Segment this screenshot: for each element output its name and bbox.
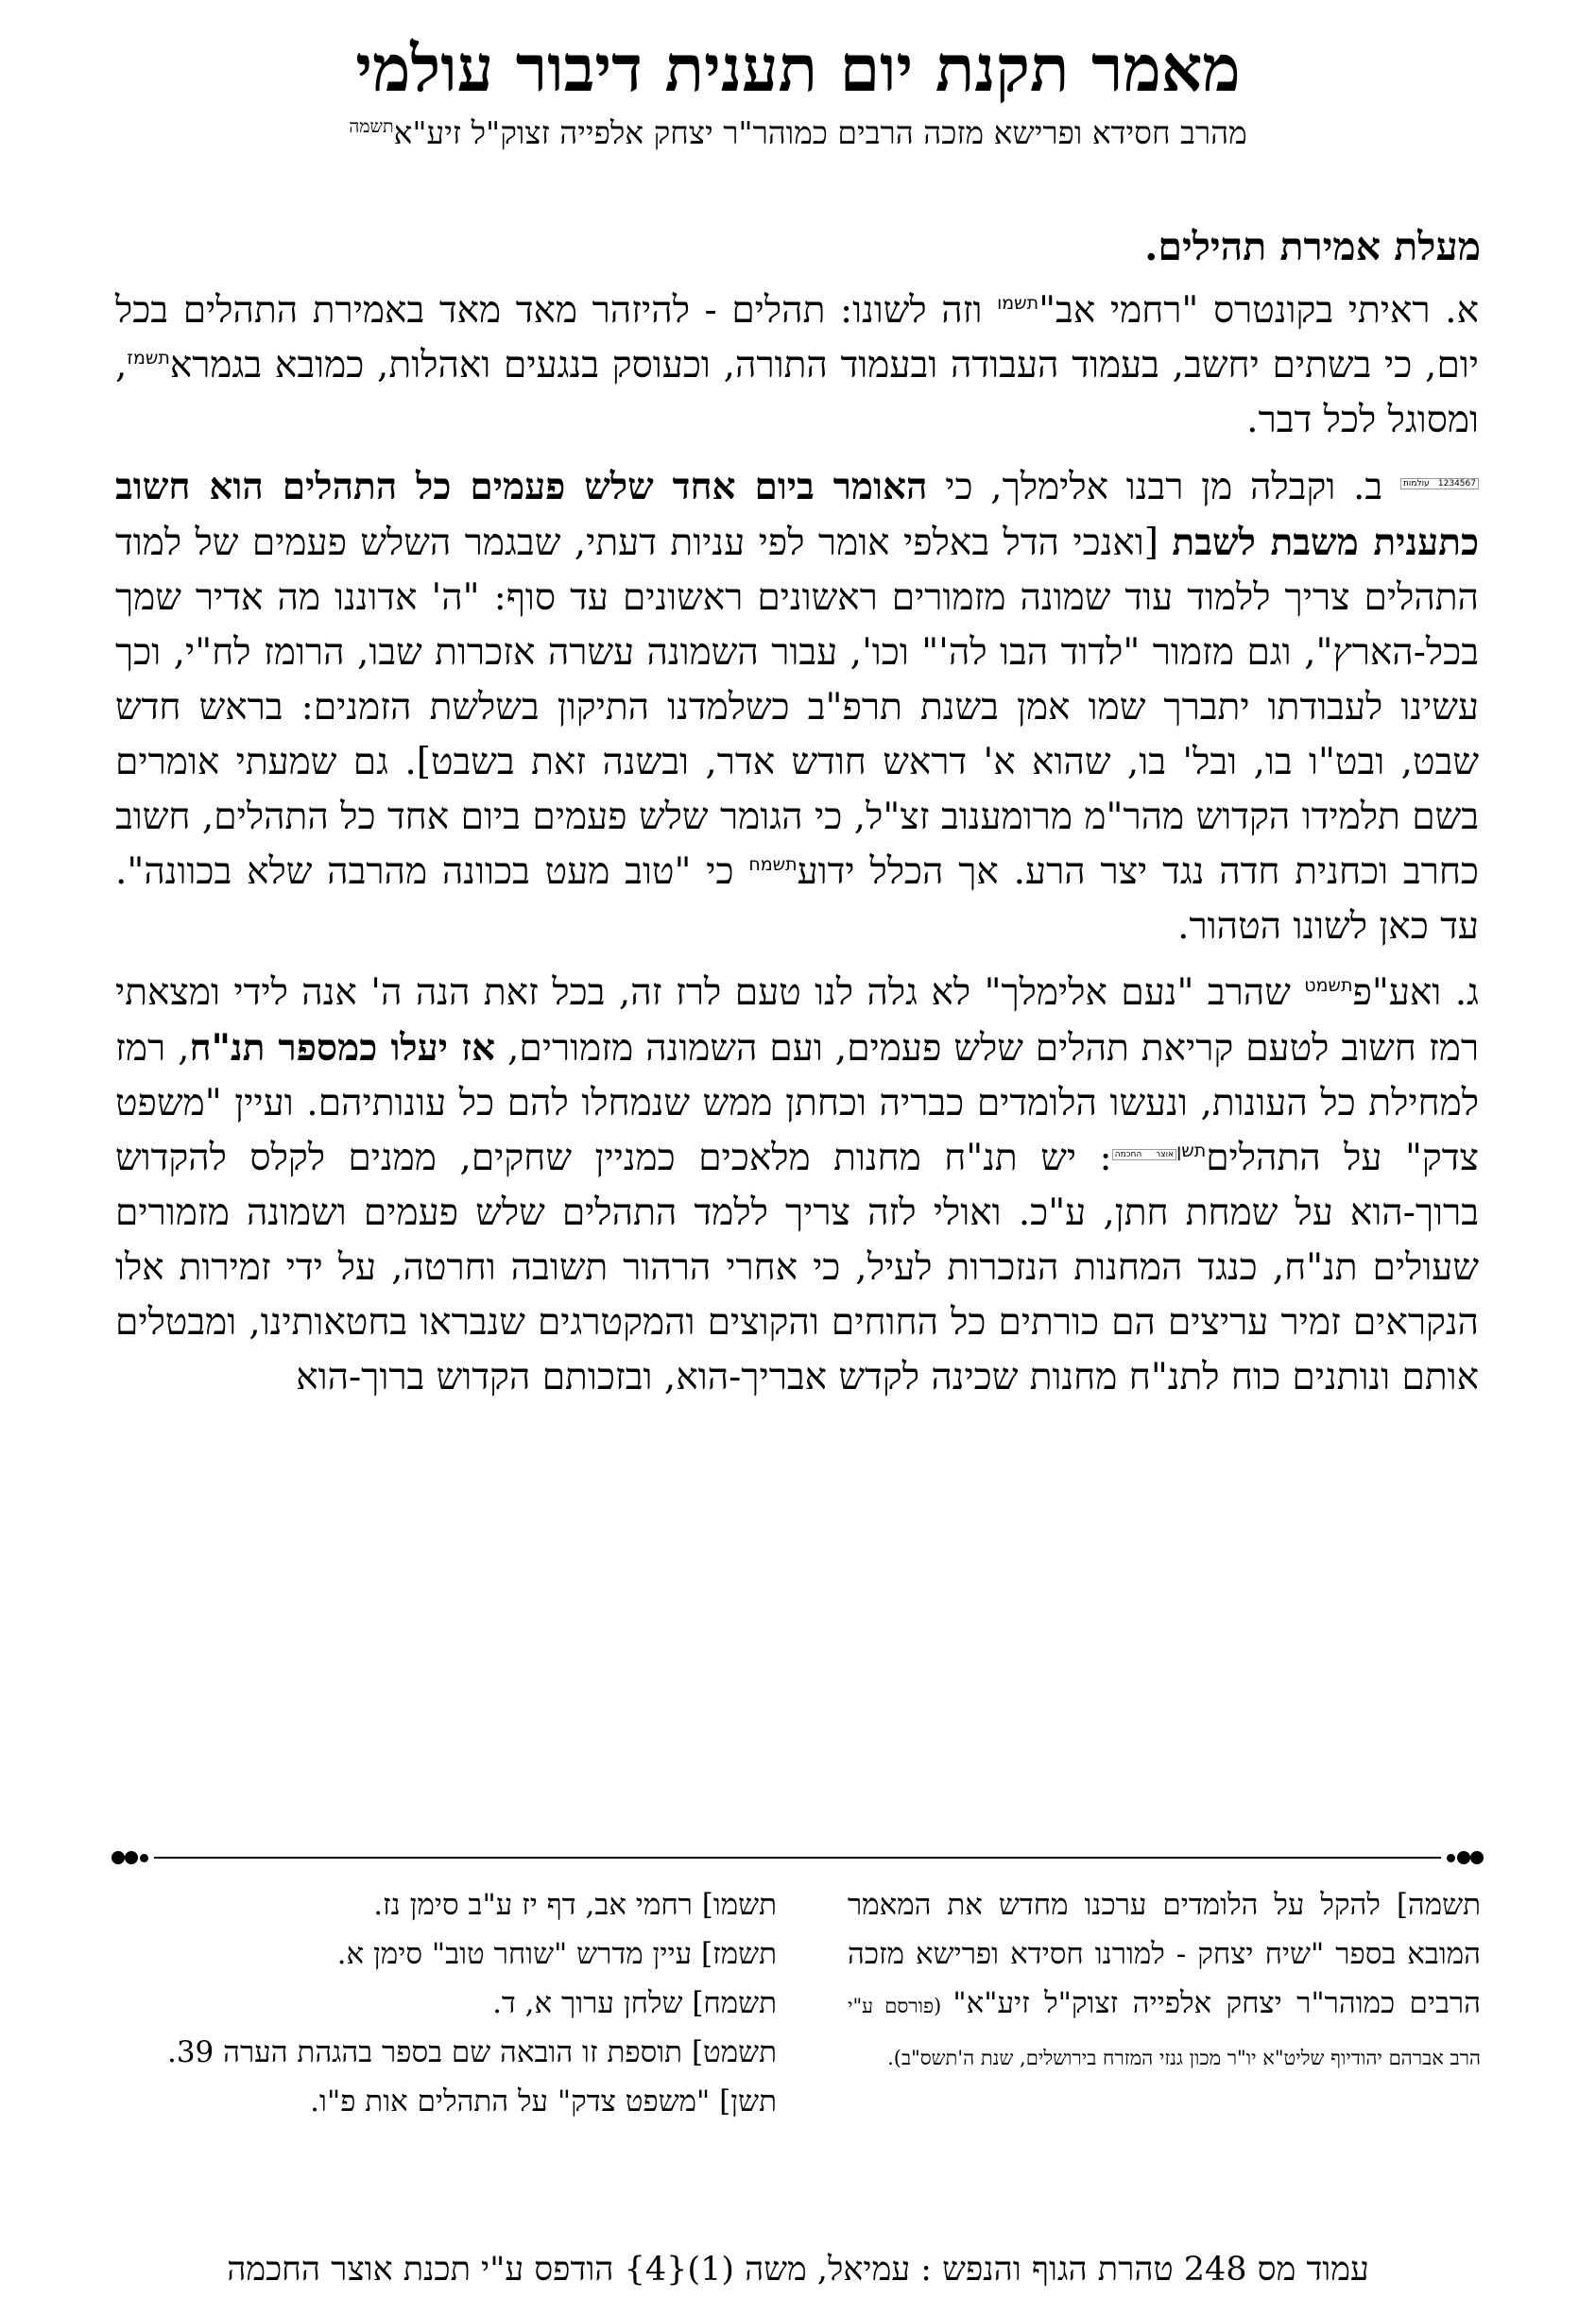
body-text (115, 283, 1479, 1416)
footnote-text: תשמה] להקל על הלומדים ערכנו מחדש את המאמר המובא בספר "שיח יצחק - למורנו חסידא ופרישא מזכה הרבים כמוהר"ר יצחק אלפייה זצוק"ל זיע"א" (848, 1888, 1481, 2020)
ornament-dot (112, 1851, 125, 1864)
text-run: ב. וקבלה מן רבנו אלימלך, כי (927, 466, 1383, 508)
ornament-dot (125, 1851, 138, 1864)
footnote-item: תשמז] עיין מדרש "שוחר טוב" סימן א. (336, 1937, 777, 1971)
footnotes-list (115, 1880, 777, 2126)
page-footer: עמוד מס 248 טהרת הגוף והנפש : עמיאל, משה (1){4} הודפס ע"י תכנת אוצר החכמה (227, 2251, 1369, 2289)
text-run: וזה לשונו: תהלים - להיזהר מאד מאד באמירת התהלים בכל יום, כי בשתים יחשב, בעמוד העבודה ובעמוד התורה, וכעוסק בנגעים ואהלות, כמובא בגמרא (115, 289, 1479, 386)
ornament-dot (140, 1854, 148, 1862)
ornament-dot (1470, 1851, 1484, 1864)
page-subtitle (0, 111, 1596, 155)
text-run: שהרב "נעם אלימלך" לא גלה לנו טעם לרז זה, בכל זאת הנה ה' אנה לידי ומצאתי רמז חשוב לטעם קריאת תהלים שלש פעמים, ועם השמונה מזמורים, (115, 971, 1479, 1070)
footnote-item: תשמח] שלחן ערוך א, ד. (492, 1986, 777, 2020)
footnote-small-text: (פורסם ע"י הרב אברהם יהודיוף שליט"א יו"ר מכון גנזי המזרח בירושלים, שנת ה'תשס"ב). (848, 1995, 1481, 2069)
ornament-dot (1447, 1854, 1455, 1862)
footnote-ref[interactable]: תשן (1176, 1140, 1207, 1161)
footnote-item: תשמט] תוספת זו הובאה שם בספר בהגהת הערה 39. (166, 2035, 777, 2069)
footnote-ref[interactable]: תשמו (997, 293, 1039, 314)
paragraph-b (115, 459, 1479, 954)
bold-text: אז יעלו כמספר תנ"ח (189, 1026, 496, 1070)
subtitle-text: מהרב חסידא ופרישא מזכה הרבים כמוהר"ר יצחק אלפייה זצוק"ל זיע"א (393, 114, 1247, 151)
divider-line (154, 1857, 1441, 1859)
paragraph-c (115, 966, 1479, 1405)
text-run: ג. ואע"פ (1352, 971, 1479, 1014)
page-title: מאמר תקנת יום תענית דיבור עולמי (355, 31, 1241, 107)
text-run: כי "טוב מעט בכוונה מהרבה שלא בכוונה". עד כאן לשונו הטהור. (115, 850, 1479, 948)
footnote-ref[interactable]: תשמח (748, 854, 798, 875)
footnote-divider (112, 1846, 1484, 1869)
text-run: , רמז למחילת כל העונות, ונעשו הלומדים כבריה וכחתן ממש שנמחלו להם כל עונותיהם. ועיין "משפט צדק" על התהלים (115, 1027, 1479, 1179)
text-run: [ואנכי הדל באלפי אומר לפי עניות דעתי, שבגמר השלש פעמים של למוד התהלים צריך ללמוד עוד שמונה מזמורים ראשונים ראשונים עד סוף: "ה' אדוננו מה אדיר שמך בכל-הארץ", וגם מזמור "לדוד הבו לה'" וכו', עבור השמונה עשרה אזכרות שבו, הרומז לח"י, וכך עשינו לעבודתו יתברך שמו אמן בשנת תרפ"ב כשלמדנו התיקון בשלשת הזמנים: בראש חדש שבט, ובט"ו בו, ובל' בו, שהוא א' דראש חודש אדר, ובשנה זאת בשבט]. גם שמעתי אומרים בשם תלמידו הקדוש מהר"מ מרומענוב זצ"ל, כי הגומר שלש פעמים ביום אחד כל התהלים, חשוב כחרב וכחנית חדה נגד יצר הרע. אך הכלל ידוע (115, 522, 1479, 893)
bold-text: האומר ביום אחד שלש פעמים כל התהלים הוא חשוב כתענית משבת לשבת (115, 465, 1480, 564)
margin-annotation: אוצר החכמה (1112, 1149, 1176, 1160)
footnote-item: תשן] "משפט צדק" על התהלים אות פ"ו. (310, 2084, 777, 2118)
section-title: מעלת אמירת תהילים. (1144, 224, 1481, 269)
text-run: : יש תנ"ח מחנות מלאכים כמניין שחקים, ממנים לקלס להקדוש ברוך-הוא על שמחת חתן, ע"כ. ואולי לזה צריך ללמד התהלים שלש פעמים ושמונה מזמורים שעולים תנ"ח, כנגד המחנות הנזכרות לעיל, כי אחרי הרהור תשובה וחרטה, על ידי זמירות אלו הנקראים זמיר עריצים הם כורתים כל החוחים והקוצים והמקטרגים שנבראו בחטאותינו, ומבטלים אותם ונותנים כוח לתנ"ח מחנות שכינה לקדש אבריך-הוא, ובזכותם הקדוש ברוך-הוא (115, 1137, 1479, 1398)
footnote-ref[interactable]: תשמה (349, 116, 394, 137)
footnote-ref[interactable]: תשמז (127, 348, 170, 369)
ornament-dot (1457, 1851, 1470, 1864)
footnote-item: תשמו] רחמי אב, דף יז ע"ב סימן נז. (373, 1888, 777, 1922)
text-run: א. ראיתי בקונטרס "רחמי אב" (1038, 289, 1479, 332)
text-run: , ומסוגל לכל דבר. (115, 344, 1479, 441)
paragraph-a (115, 283, 1479, 448)
margin-annotation: 1234567 עולמות (1400, 478, 1479, 489)
footnote-main (848, 1880, 1481, 2083)
footnote-ref[interactable]: תשמט (1304, 975, 1353, 996)
